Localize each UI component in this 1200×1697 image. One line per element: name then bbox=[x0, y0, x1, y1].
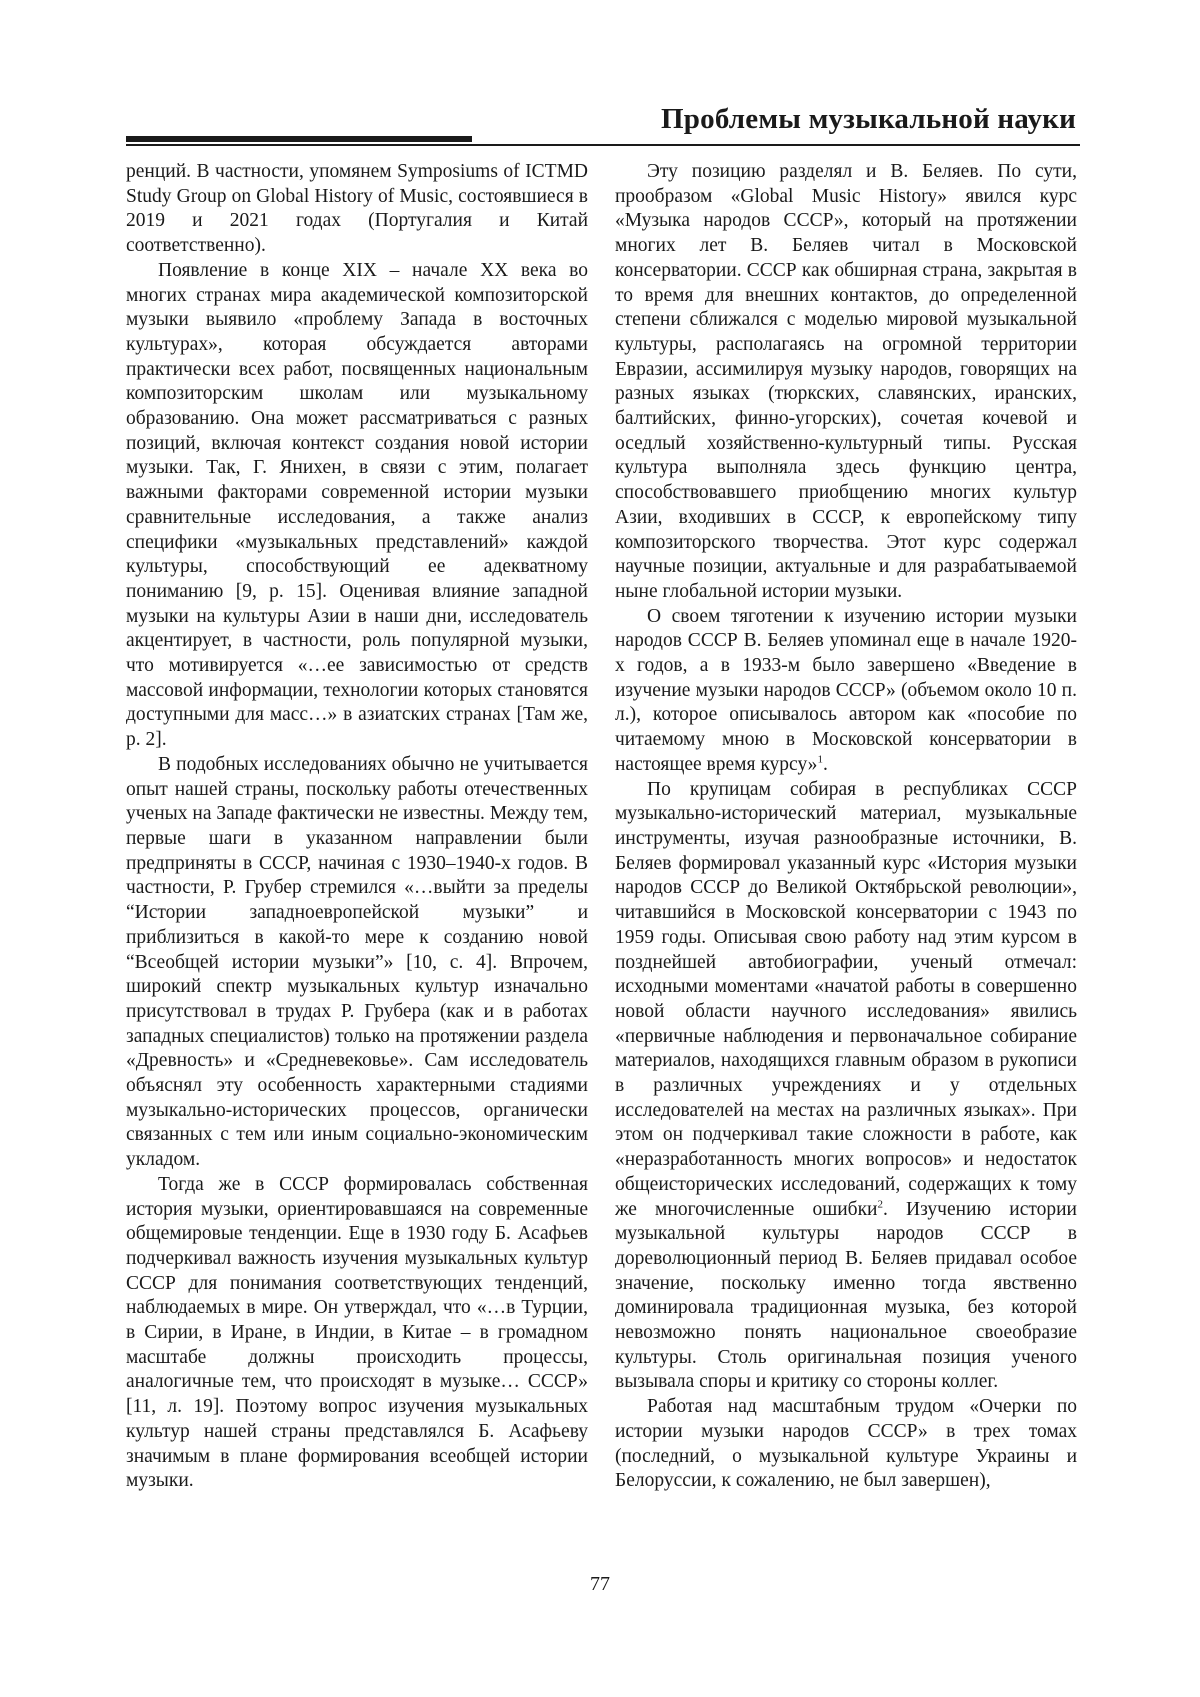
right-paragraph-3-text: По крупицам собирая в республиках СССР музыкально-исторический материал, музыкальные инструменты, изучая разнообразные источники, В. Беляев формировал указанный курс «История музыки народов СССР до Великой Октябрьской революции», читавшийся в Московской консерватории с 1943 по 1959 годы. Описывая свою работу над этим курсом в позднейшей автобиографии, ученый отмечал: исходными моментами «начатой работы в совершенно новой области научного исследования» явились «первичные наблюдения и первоначальное собирание материалов, находящихся главным образом в рукописи в различных учреждениях и у отдельных исследователей на местах на различных языках». При этом он подчеркивал такие сложности в работе, как «неразработанность многих вопросов» и недостаток общеисторических исследований, содержащих к тому же многочисленные ошибки bbox=[615, 778, 1077, 1220]
right-column bbox=[615, 160, 1077, 1494]
left-paragraph-4: Тогда же в СССР формировалась собственная история музыки, ориентировавшаяся на современные общемировые тенденции. Еще в 1930 году Б. Асафьев подчеркивал важность изучения музыкальных культур СССР для понимания соответствующих тенденций, наблюдаемых в мире. Он утверждал, что «…в Турции, в Сирии, в Иране, в Индии, в Китае – в громадном масштабе должны происходить процессы, аналогичные тем, что происходят в музыке… СССР» [11, л. 19]. Поэтому вопрос изучения музыкальных культур нашей страны представлялся Б. Асафьеву значимым в плане формирования всеобщей истории музыки. bbox=[126, 1173, 588, 1492]
footnote-marker-2: 2 bbox=[877, 1198, 883, 1211]
left-paragraph-2: Появление в конце XIX – начале XX века во многих странах мира академической композиторской музыки выявило «проблему Запада в восточных культурах», которая обсуждается авторами практически всех работ, посвященных национальным композиторским школам или музыкальному образованию. Она может рассматриваться с разных позиций, включая контекст создания новой истории музыки. Так, Г. Янихен, в связи с этим, полагает важными факторами современной истории музыки сравнительные исследования, а также анализ специфики «музыкальных представлений» каждой культуры, способствующий ее адекватному пониманию [9, p. 15]. Оценивая влияние западной музыки на культуры Азии в наши дни, исследователь акцентирует, в частности, роль популярной музыки, что мотивируется «…ее зависимостью от средств массовой информации, технологии которых становятся доступными для масс…» в азиатских странах [Там же, p. 2]. bbox=[126, 259, 588, 751]
right-paragraph-4: Работая над масштабным трудом «Очерки по истории музыки народов СССР» в трех томах (последний, о музыкальной культуре Украины и Белоруссии, к сожалению, не был завершен), bbox=[615, 1396, 1077, 1492]
header-rule-thick bbox=[126, 136, 472, 142]
right-paragraph-2-text: О своем тяготении к изучению истории музыки народов СССР В. Беляев упоминал еще в начале 1920-х годов, а в 1933-м было завершено «Введение в изучение музыки народов СССР» (объемом около 10 п. л.), которое описывалось автором как «пособие по читаемому мною в Московской консерватории в настоящее время курсу» bbox=[615, 605, 1077, 775]
left-column bbox=[126, 160, 588, 1494]
page-number: 77 bbox=[590, 1573, 610, 1595]
right-paragraph-3-end: . Изучению истории музыкальной культуры народов СССР в дореволюционный период В. Беляев придавал особое значение, поскольку именно тогда явственно доминировала традиционная музыка, без которой невозможно понять национальное своеобразие культуры. Столь оригинальная позиция ученого вызывала споры и критику со стороны коллег. bbox=[615, 1198, 1077, 1393]
right-paragraph-3 bbox=[615, 778, 1077, 1396]
footnote-marker-1: 1 bbox=[817, 753, 823, 766]
right-paragraph-2 bbox=[615, 605, 1077, 778]
right-paragraph-1: Эту позицию разделял и В. Беляев. По сути, прообразом «Global Music History» явился курс «Музыка народов СССР», который на протяжении многих лет В. Беляев читал в Московской консерватории. СССР как обширная страна, закрытая в то время для внешних контактов, до определенной степени сближался с моделью мировой музыкальной культуры, располагаясь на огромной территории Евразии, ассимилируя музыку народов, говорящих на разных языках (тюркских, славянских, иранских, балтийских, финно-угорских), сочетая кочевой и оседлый хозяйственно-культурный типы. Русская культура выполняла здесь функцию центра, способствовавшего приобщению многих культур Азии, входивших в СССР, к европейскому типу композиторского творчества. Этот курс содержал научные позиции, актуальные и для разрабатываемой ныне глобальной истории музыки. bbox=[615, 161, 1077, 602]
right-paragraph-2-end: . bbox=[822, 753, 828, 775]
running-header-title: Проблемы музыкальной науки bbox=[661, 103, 1076, 135]
header-rule-thin bbox=[126, 144, 1080, 146]
left-paragraph-1: ренций. В частности, упомянем Symposiums of ICTMD Study Group on Global History of Music, состоявшиеся в 2019 и 2021 годах (Португалия и Китай соответственно). bbox=[126, 161, 588, 257]
left-paragraph-3: В подобных исследованиях обычно не учитывается опыт нашей страны, поскольку работы отечественных ученых на Западе фактически не известны. Между тем, первые шаги в указанном направлении были предприняты в СССР, начиная с 1930–1940-х годов. В частности, Р. Грубер стремился «…выйти за пределы “Истории западноевропейской музыки” и приблизиться в какой-то мере к созданию новой “Всеобщей истории музыки”» [10, с. 4]. Впрочем, широкий спектр музыкальных культур изначально присутствовал в трудах Р. Грубера (как и в работах западных специалистов) только на протяжении раздела «Древность» и «Средневековье». Сам исследователь объяснял эту особенность характерными стадиями музыкально-исторических процессов, органически связанных с тем или иным социально-экономическим укладом. bbox=[126, 753, 588, 1171]
